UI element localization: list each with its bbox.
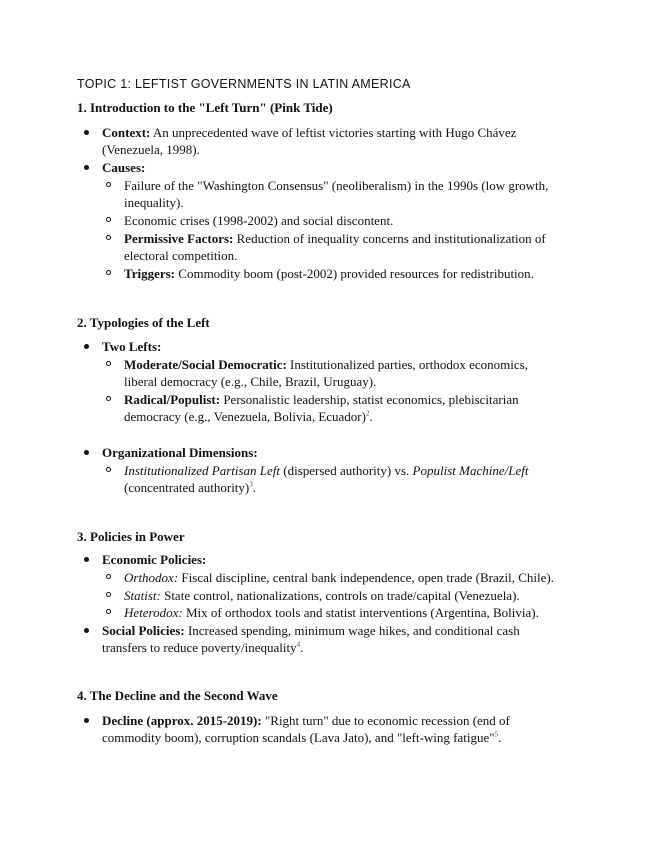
section-1-heading: 1. Introduction to the "Left Turn" (Pink Tide)	[77, 100, 333, 115]
bullet-dot-icon	[84, 450, 89, 455]
moderate-text: Institutionalized parties, orthodox economics, liberal democracy (e.g., Chile, Brazil, Uruguay).	[124, 357, 528, 389]
economic-policies-label: Economic Policies:	[102, 552, 207, 567]
two-lefts-bullet	[102, 338, 562, 355]
bullet-circle-icon	[106, 217, 111, 222]
org-italic-1: Institutionalized Partisan Left	[124, 463, 281, 478]
bullet-dot-icon	[84, 344, 89, 349]
bullet-circle-icon	[106, 396, 111, 401]
cause-4-text: Commodity boom (post-2002) provided resources for redistribution.	[175, 266, 534, 281]
statist-text: State control, nationalizations, controls on trade/capital (Venezuela).	[160, 588, 520, 603]
cause-item-2	[124, 212, 564, 229]
radical-item	[124, 391, 564, 425]
orthodox-text: Fiscal discipline, central bank independence, open trade (Brazil, Chile).	[178, 570, 554, 585]
decline-end: .	[498, 730, 502, 745]
bullet-circle-icon	[106, 182, 111, 187]
bullet-circle-icon	[106, 609, 111, 614]
bullet-dot-icon	[84, 628, 89, 633]
heterodox-item	[124, 604, 564, 621]
causes-bullet	[102, 159, 562, 176]
moderate-label: Moderate/Social Democratic:	[124, 357, 287, 372]
cause-item-3	[124, 230, 564, 264]
bullet-circle-icon	[106, 592, 111, 597]
cause-3-text: Reduction of inequality concerns and institutionalization of electoral competition.	[124, 231, 546, 263]
context-bullet	[102, 124, 562, 158]
two-lefts-label: Two Lefts:	[102, 339, 162, 354]
economic-policies-bullet	[102, 551, 562, 568]
orthodox-item	[124, 569, 564, 586]
decline-label: Decline (approx. 2015-2019):	[102, 713, 262, 728]
statist-item	[124, 587, 564, 604]
org-mid: (dispersed authority) vs.	[280, 463, 413, 478]
heterodox-label: Heterodox:	[124, 605, 183, 620]
footnote-ref-5[interactable]: 5	[494, 730, 499, 739]
social-policies-bullet	[102, 622, 562, 656]
heterodox-text: Mix of orthodox tools and statist interventions (Argentina, Bolivia).	[182, 605, 539, 620]
radical-end: .	[369, 409, 373, 424]
topic-title: TOPIC 1: LEFTIST GOVERNMENTS IN LATIN AMERICA	[77, 77, 411, 91]
cause-3-label: Permissive Factors:	[124, 231, 234, 246]
bullet-circle-icon	[106, 574, 111, 579]
moderate-item	[124, 356, 564, 390]
decline-text: "Right turn" due to economic recession (end of commodity boom), corruption scandals (Lava Jato), and "left-wing fatigue"	[102, 713, 510, 745]
cause-item-1	[124, 177, 564, 211]
bullet-dot-icon	[84, 557, 89, 562]
social-policies-text: Increased spending, minimum wage hikes, and conditional cash transfers to reduce poverty/inequality	[102, 623, 520, 655]
bullet-circle-icon	[106, 361, 111, 366]
social-end: .	[300, 640, 304, 655]
footnote-ref-4[interactable]: 4	[296, 640, 301, 649]
orthodox-label: Orthodox:	[124, 570, 179, 585]
org-text-end: (concentrated authority)	[124, 480, 250, 495]
bullet-dot-icon	[84, 718, 89, 723]
footnote-ref-3[interactable]: 3	[249, 480, 253, 489]
context-text: An unprecedented wave of leftist victories starting with Hugo Chávez (Venezuela, 1998).	[102, 125, 517, 157]
statist-label: Statist:	[124, 588, 161, 603]
context-label: Context:	[102, 125, 151, 140]
org-end: .	[252, 480, 256, 495]
cause-4-label: Triggers:	[124, 266, 176, 281]
section-3-heading: 3. Policies in Power	[77, 529, 185, 544]
section-4-heading: 4. The Decline and the Second Wave	[77, 688, 278, 703]
org-item	[124, 462, 564, 496]
bullet-dot-icon	[84, 130, 89, 135]
org-italic-2: Populist Machine/Left	[412, 463, 529, 478]
bullet-dot-icon	[84, 165, 89, 170]
social-policies-label: Social Policies:	[102, 623, 185, 638]
bullet-circle-icon	[106, 467, 111, 472]
cause-item-4	[124, 265, 564, 282]
decline-bullet	[102, 712, 562, 746]
bullet-circle-icon	[106, 270, 111, 275]
radical-text: Personalistic leadership, statist economics, plebiscitarian democracy (e.g., Venezuela, Bolivia, Ecuador)	[124, 392, 519, 424]
causes-label: Causes:	[102, 160, 146, 175]
cause-1-text: Failure of the "Washington Consensus" (neoliberalism) in the 1990s (low growth, inequality).	[124, 178, 549, 210]
bullet-circle-icon	[106, 235, 111, 240]
org-dimensions-bullet	[102, 444, 562, 461]
org-dimensions-label: Organizational Dimensions:	[102, 445, 258, 460]
section-2-heading: 2. Typologies of the Left	[77, 315, 210, 330]
cause-2-text: Economic crises (1998-2002) and social discontent.	[124, 213, 394, 228]
radical-label: Radical/Populist:	[124, 392, 221, 407]
footnote-ref-2[interactable]: 2	[365, 409, 370, 418]
